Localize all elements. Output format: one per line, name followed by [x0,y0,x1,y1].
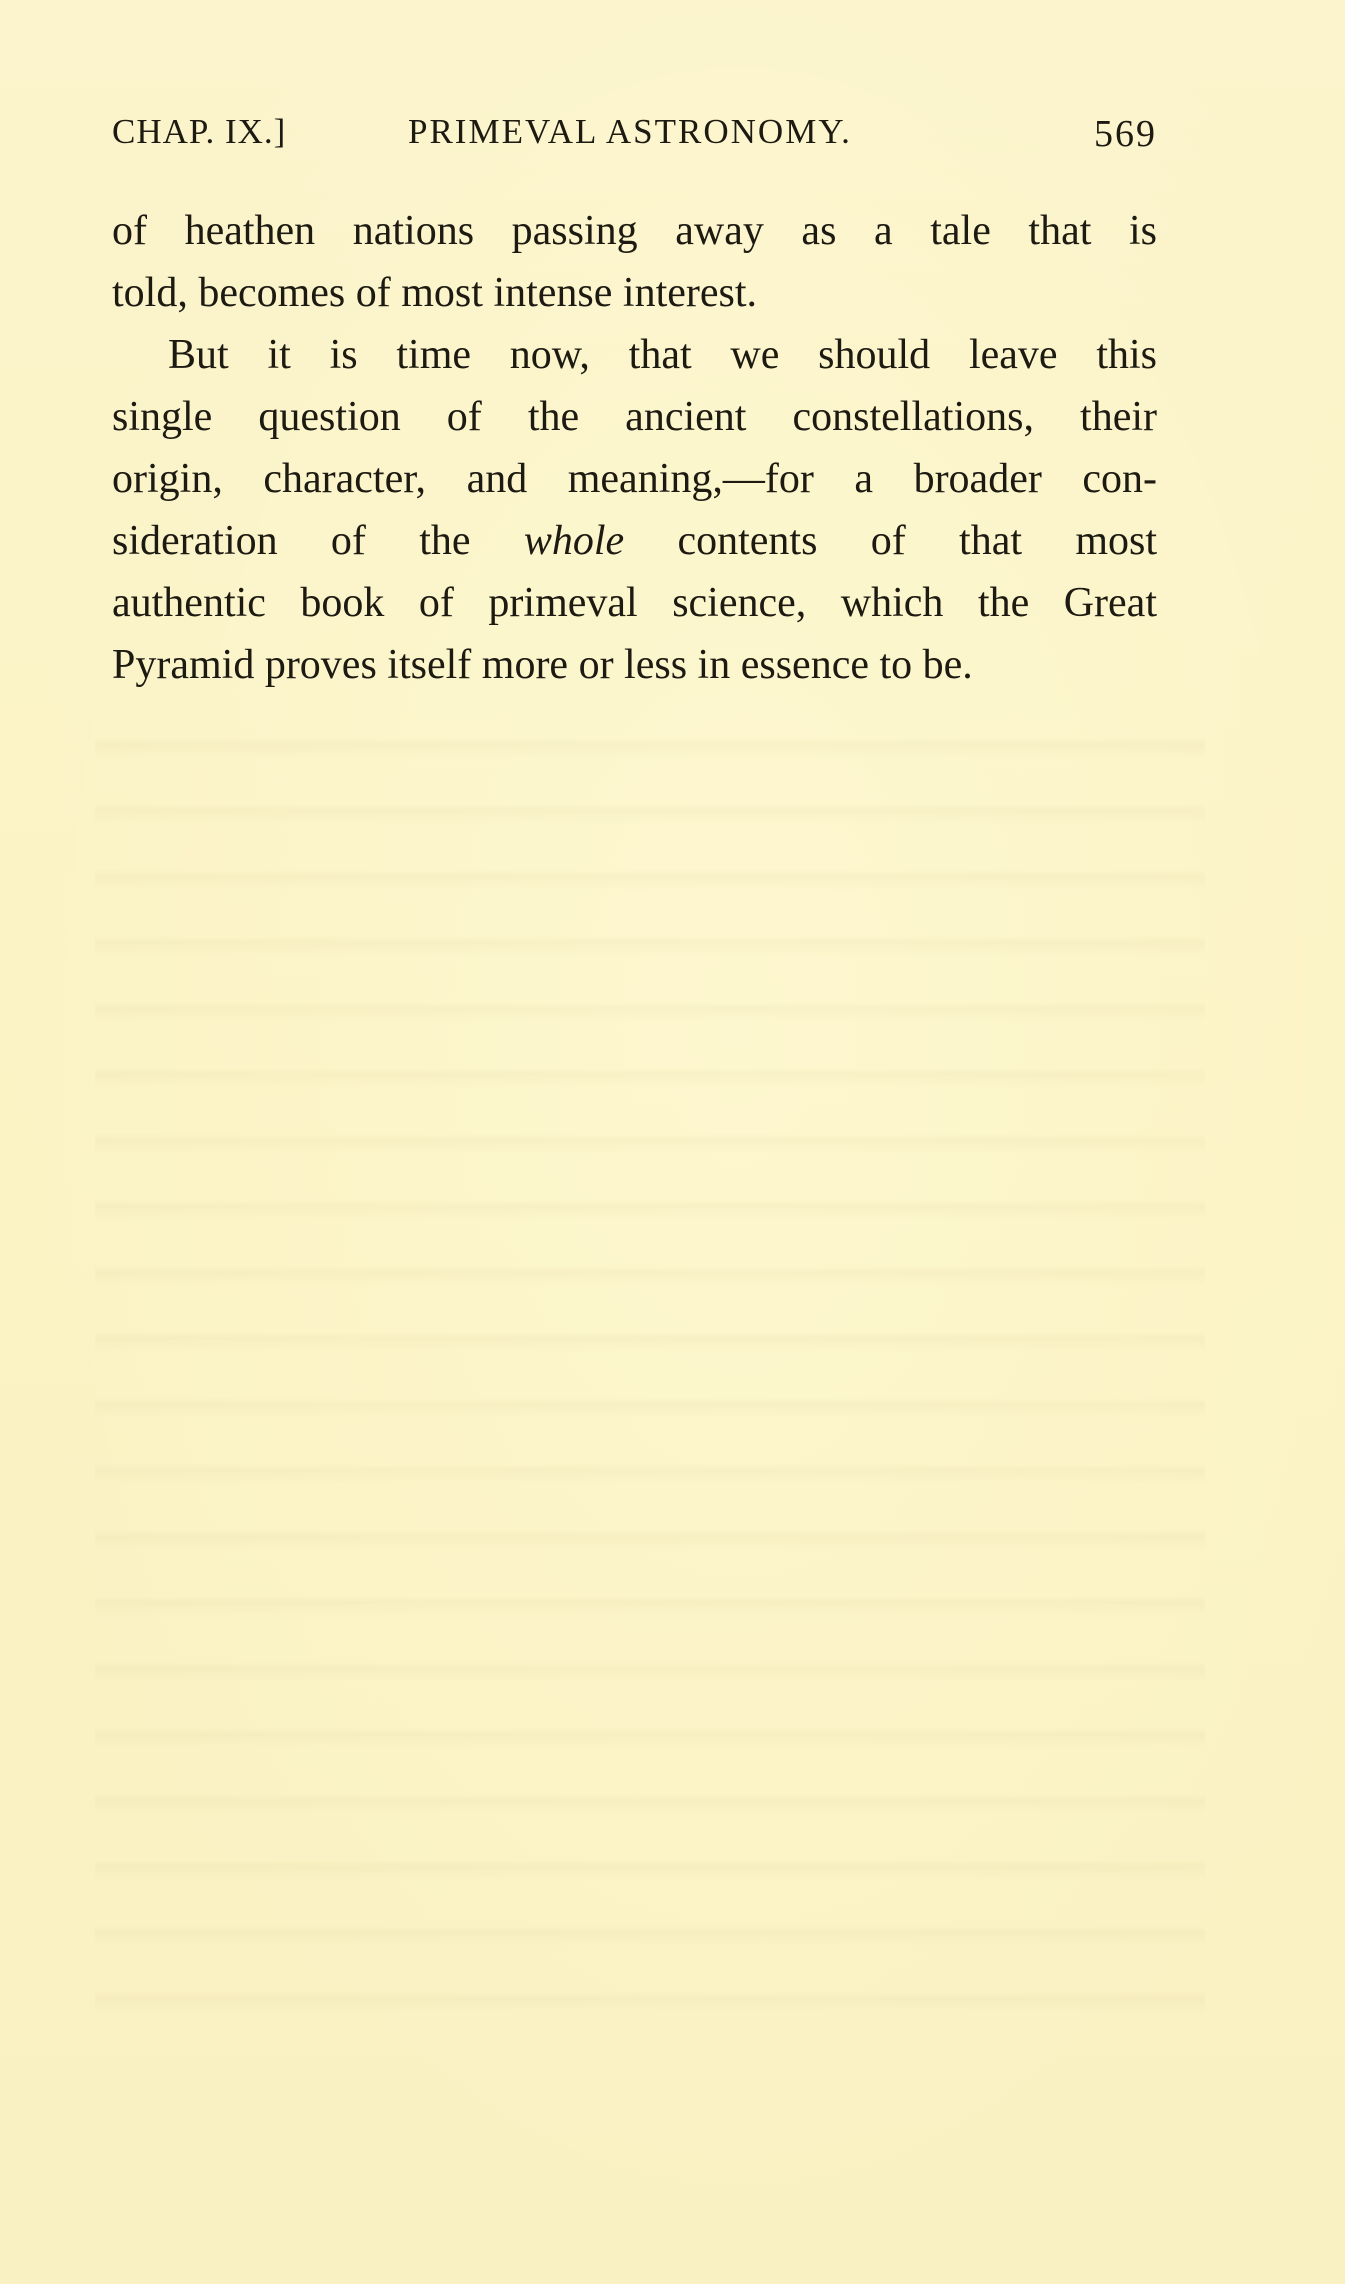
text-line: single question of the ancient constellations, their [112,394,1157,440]
chapter-label: CHAP. IX.] [112,112,287,151]
text-line: origin, character, and meaning,—for a broader con- [112,456,1157,502]
running-title: PRIMEVAL ASTRONOMY. [408,112,852,151]
body-text [112,200,1157,696]
text-line: told, becomes of most intense interest. [112,270,758,316]
text-line [112,510,1157,572]
reverse-side-bleedthrough [95,700,1205,2020]
text-line: of heathen nations passing away as a tale that is [112,208,1157,254]
text-line: authentic book of primeval science, which the Great [112,580,1157,626]
page-number: 569 [1094,113,1157,155]
text-segment: contents of that most [677,518,1158,564]
text-line: But it is time now, that we should leave this [168,332,1157,378]
text-segment: sideration of the [112,518,471,564]
text-line: Pyramid proves itself more or less in essence to be. [112,642,973,688]
italic-word: whole [523,518,625,564]
running-header [112,112,1157,162]
